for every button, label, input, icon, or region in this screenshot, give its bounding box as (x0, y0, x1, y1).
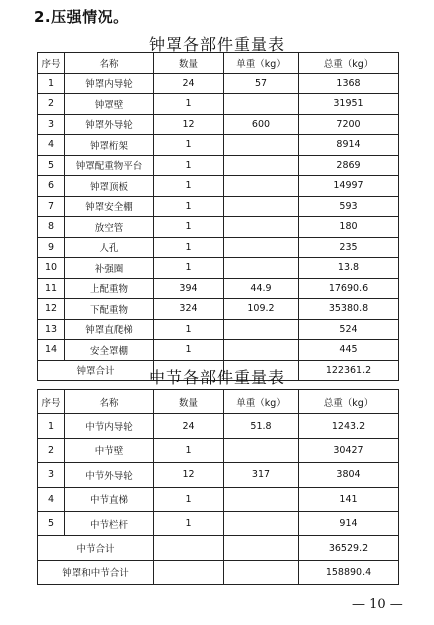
row-index: 2 (38, 94, 65, 115)
row-quantity: 1 (154, 217, 224, 238)
table-row (38, 196, 399, 217)
row-unit-weight: 51.8 (224, 414, 299, 438)
header-quantity: 数量 (154, 53, 224, 74)
row-index: 5 (38, 155, 65, 176)
row-name: 中节外导轮 (65, 463, 154, 487)
grand-total-label: 钟罩和中节合计 (38, 560, 154, 584)
row-index: 3 (38, 463, 65, 487)
row-unit-weight: 317 (224, 463, 299, 487)
row-index: 1 (38, 414, 65, 438)
grand-total-empty-cell (224, 560, 299, 584)
row-quantity: 24 (154, 414, 224, 438)
row-unit-weight: 44.9 (224, 278, 299, 299)
row-quantity: 1 (154, 135, 224, 156)
row-total-weight: 17690.6 (299, 278, 399, 299)
row-quantity: 12 (154, 114, 224, 135)
row-unit-weight (224, 217, 299, 238)
row-name: 钟罩直爬梯 (65, 319, 154, 340)
row-quantity: 1 (154, 176, 224, 197)
table-row (38, 73, 399, 94)
subtotal-empty-cell (224, 536, 299, 560)
row-quantity: 1 (154, 340, 224, 361)
header-unit-weight: 单重（kg） (224, 390, 299, 414)
row-index: 7 (38, 196, 65, 217)
row-index: 4 (38, 135, 65, 156)
header-index: 序号 (38, 53, 65, 74)
row-name: 中节栏杆 (65, 511, 154, 535)
row-name: 钟罩内导轮 (65, 73, 154, 94)
table-row (38, 299, 399, 320)
row-unit-weight (224, 258, 299, 279)
table-row (38, 438, 399, 462)
row-index: 2 (38, 438, 65, 462)
row-index: 1 (38, 73, 65, 94)
row-unit-weight (224, 487, 299, 511)
row-quantity: 1 (154, 319, 224, 340)
table-subtotal-row (38, 536, 399, 560)
row-unit-weight (224, 319, 299, 340)
row-index: 12 (38, 299, 65, 320)
table-row (38, 217, 399, 238)
row-total-weight: 7200 (299, 114, 399, 135)
total-value: 122361.2 (299, 360, 399, 381)
total-label: 钟罩合计 (38, 360, 154, 381)
row-index: 9 (38, 237, 65, 258)
header-unit-weight: 单重（kg） (224, 53, 299, 74)
row-total-weight: 914 (299, 511, 399, 535)
table-row (38, 258, 399, 279)
row-total-weight: 445 (299, 340, 399, 361)
row-unit-weight (224, 340, 299, 361)
subtotal-label: 中节合计 (38, 536, 154, 560)
page-number: — 10 — (352, 597, 403, 612)
row-total-weight: 3804 (299, 463, 399, 487)
row-index: 5 (38, 511, 65, 535)
header-quantity: 数量 (154, 390, 224, 414)
table1-title: 钟罩各部件重量表 (148, 35, 285, 54)
row-unit-weight (224, 196, 299, 217)
row-total-weight: 8914 (299, 135, 399, 156)
row-name: 钟罩外导轮 (65, 114, 154, 135)
row-quantity: 1 (154, 511, 224, 535)
row-name: 安全罩棚 (65, 340, 154, 361)
row-total-weight: 524 (299, 319, 399, 340)
table-row (38, 340, 399, 361)
row-index: 3 (38, 114, 65, 135)
row-name: 中节直梯 (65, 487, 154, 511)
row-unit-weight (224, 155, 299, 176)
table-row (38, 114, 399, 135)
table-row (38, 237, 399, 258)
row-name: 钟罩顶板 (65, 176, 154, 197)
table-header-row (38, 53, 399, 74)
header-name: 名称 (65, 53, 154, 74)
row-name: 钟罩桁架 (65, 135, 154, 156)
row-unit-weight (224, 237, 299, 258)
row-name: 下配重物 (65, 299, 154, 320)
row-total-weight: 13.8 (299, 258, 399, 279)
bell-cover-weight-table (37, 52, 399, 381)
row-unit-weight: 109.2 (224, 299, 299, 320)
grand-total-empty-cell (154, 560, 224, 584)
subtotal-empty-cell (154, 536, 224, 560)
row-name: 放空管 (65, 217, 154, 238)
row-total-weight: 141 (299, 487, 399, 511)
row-index: 6 (38, 176, 65, 197)
header-index: 序号 (38, 390, 65, 414)
header-name: 名称 (65, 390, 154, 414)
row-quantity: 1 (154, 196, 224, 217)
row-name: 上配重物 (65, 278, 154, 299)
row-quantity: 12 (154, 463, 224, 487)
table-grand-total-row (38, 560, 399, 584)
table-header-row (38, 390, 399, 414)
row-total-weight: 593 (299, 196, 399, 217)
table-row (38, 176, 399, 197)
row-total-weight: 31951 (299, 94, 399, 115)
table-row (38, 135, 399, 156)
row-quantity: 1 (154, 438, 224, 462)
row-quantity: 1 (154, 487, 224, 511)
row-unit-weight: 57 (224, 73, 299, 94)
table-row (38, 155, 399, 176)
table2-title: 中节各部件重量表 (148, 368, 285, 387)
row-name: 中节壁 (65, 438, 154, 462)
row-total-weight: 1368 (299, 73, 399, 94)
row-total-weight: 14997 (299, 176, 399, 197)
row-name: 中节内导轮 (65, 414, 154, 438)
row-total-weight: 30427 (299, 438, 399, 462)
row-name: 钟罩安全棚 (65, 196, 154, 217)
row-unit-weight (224, 438, 299, 462)
row-index: 4 (38, 487, 65, 511)
row-unit-weight (224, 135, 299, 156)
row-unit-weight (224, 94, 299, 115)
grand-total-value: 158890.4 (299, 560, 399, 584)
table-row (38, 278, 399, 299)
header-total-weight: 总重（kg） (299, 390, 399, 414)
section-heading: 2.压强情况。 (34, 8, 129, 26)
row-quantity: 1 (154, 94, 224, 115)
row-quantity: 324 (154, 299, 224, 320)
table-row (38, 319, 399, 340)
middle-section-weight-table (37, 389, 399, 585)
row-quantity: 394 (154, 278, 224, 299)
table-row (38, 94, 399, 115)
row-index: 8 (38, 217, 65, 238)
table-row (38, 414, 399, 438)
table-row (38, 463, 399, 487)
row-unit-weight (224, 511, 299, 535)
row-total-weight: 35380.8 (299, 299, 399, 320)
row-index: 11 (38, 278, 65, 299)
row-total-weight: 180 (299, 217, 399, 238)
subtotal-value: 36529.2 (299, 536, 399, 560)
row-total-weight: 1243.2 (299, 414, 399, 438)
row-total-weight: 235 (299, 237, 399, 258)
row-index: 10 (38, 258, 65, 279)
row-unit-weight (224, 176, 299, 197)
header-total-weight: 总重（kg） (299, 53, 399, 74)
row-unit-weight: 600 (224, 114, 299, 135)
row-index: 14 (38, 340, 65, 361)
row-name: 钟罩壁 (65, 94, 154, 115)
row-total-weight: 2869 (299, 155, 399, 176)
row-index: 13 (38, 319, 65, 340)
row-name: 补强圈 (65, 258, 154, 279)
row-quantity: 24 (154, 73, 224, 94)
row-quantity: 1 (154, 237, 224, 258)
table-row (38, 511, 399, 535)
table-row (38, 487, 399, 511)
row-name: 钟罩配重物平台 (65, 155, 154, 176)
row-quantity: 1 (154, 155, 224, 176)
row-quantity: 1 (154, 258, 224, 279)
row-name: 人孔 (65, 237, 154, 258)
